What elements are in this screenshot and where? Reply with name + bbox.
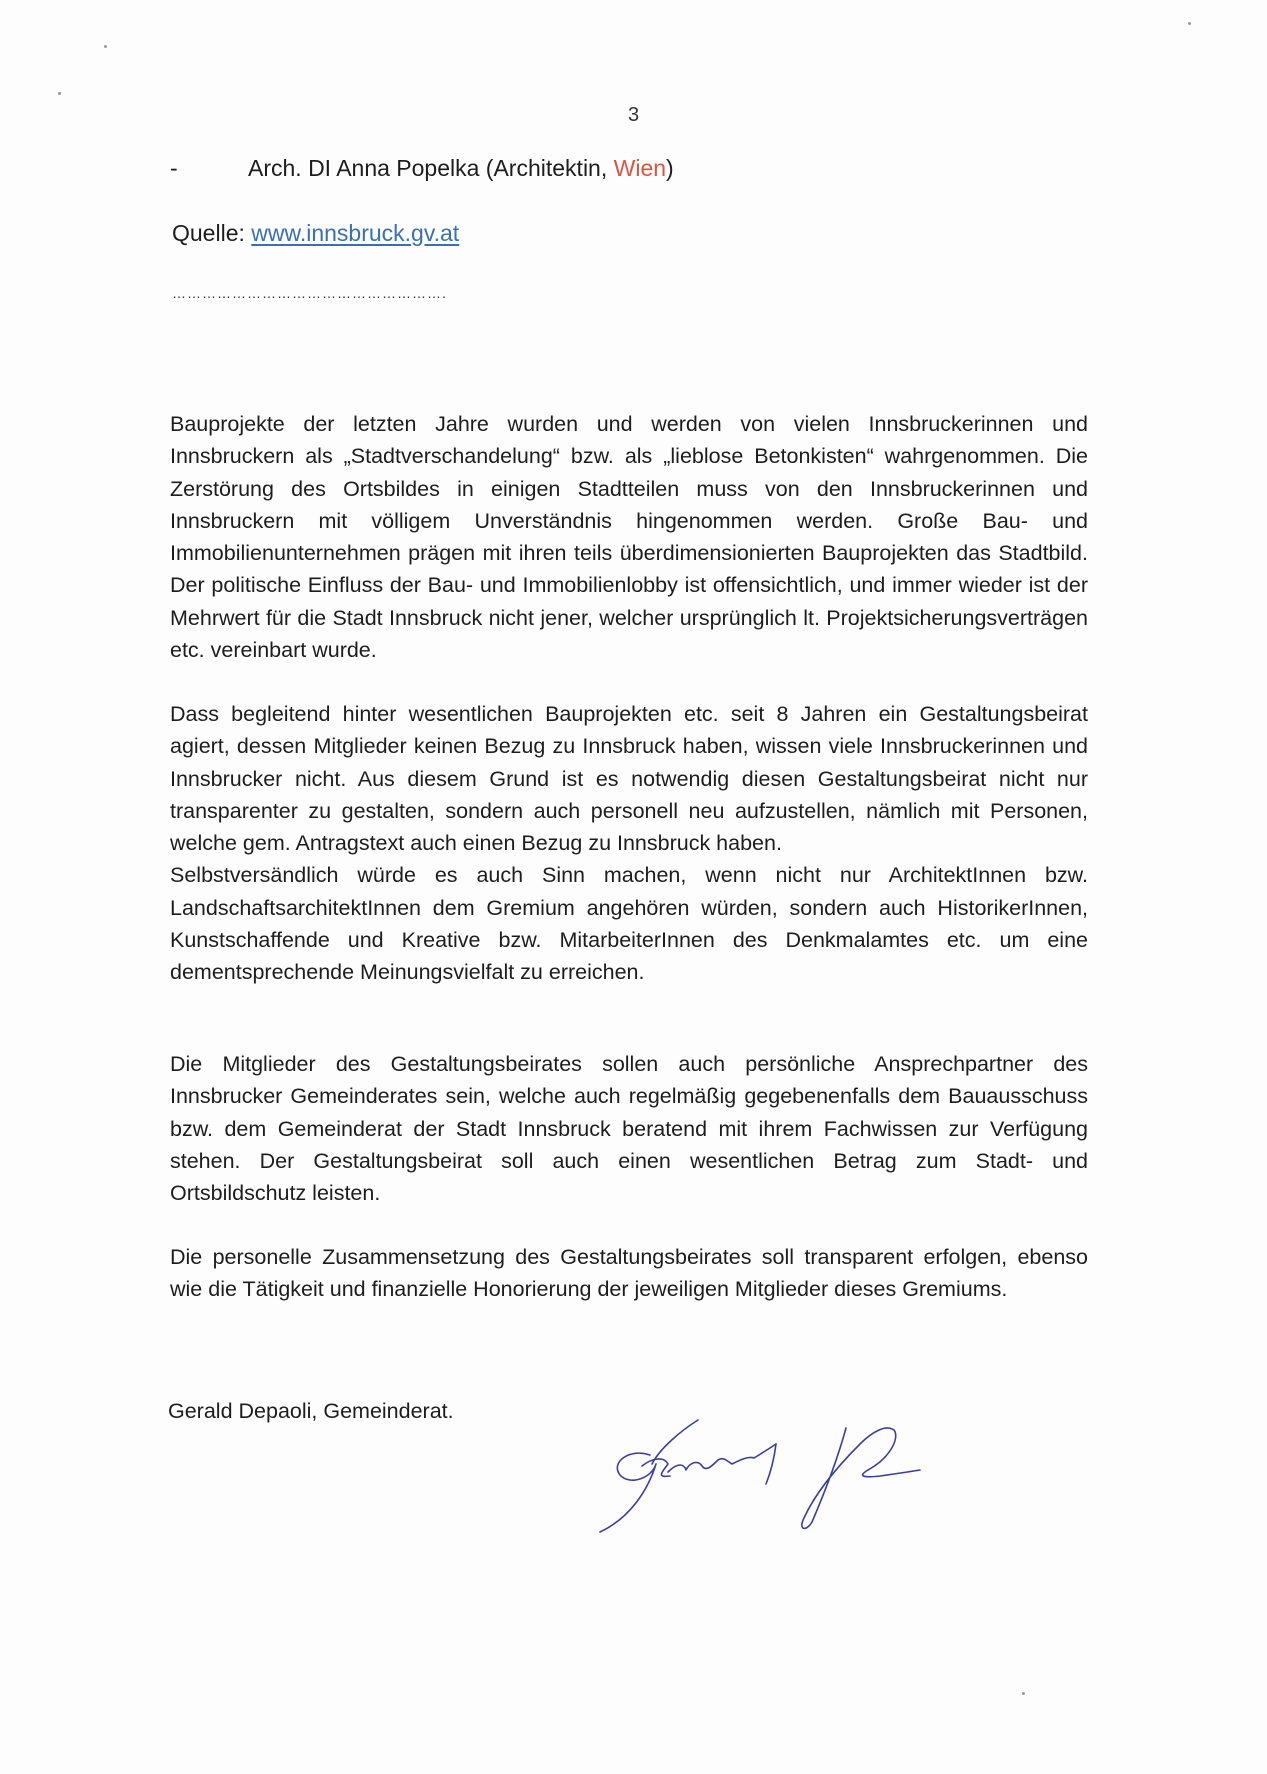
scan-speck xyxy=(1188,22,1191,25)
paragraph-advisory-board: Dass begleitend hinter wesentlichen Bauprojekten etc. seit 8 Jahren ein Gestaltungsbeirat agiert, dessen Mitglieder keinen Bezug zu Innsbruck haben, wissen viele Innsbruckerinnen und Innsbrucker nicht. Aus diesem Grund ist es notwendig diesen Gestaltungsbeirat nicht nur transparenter zu gestalten, sondern auch personell neu aufzustellen, nämlich mit Personen, welche gem. Antragstext auch einen Bezug zu Innsbruck haben. xyxy=(170,702,1088,856)
paragraph-diversity: Selbstversändlich würde es auch Sinn machen, wenn nicht nur ArchitektInnen bzw. LandschaftsarchitektInnen dem Gremium angehören würden, sondern auch HistorikerInnen, Kunstschaffende und Kreative bzw. MitarbeiterInnen des Denkmalamtes etc. um eine dementsprechende Meinungsvielfalt zu erreichen. xyxy=(170,863,1088,985)
source-link[interactable]: www.innsbruck.gv.at xyxy=(251,220,460,246)
source-label: Quelle: xyxy=(172,220,252,246)
paragraph-building-projects: Bauprojekte der letzten Jahre wurden und werden von vielen Innsbruckerinnen und Innsbruckern als „Stadtverschandelung“ bzw. als „lieblose Betonkisten“ wahrgenommen. Die Zerstörung des Ortsbildes in einigen Stadtteilen muss von den Innsbruckerinnen und Innsbruckern mit völligem Unverständnis hingenommen werden. Große Bau- und Immobilienunternehmen prägen mit ihren teils überdimensionierten Bauprojekten das Stadtbild. Der politische Einfluss der Bau- und Immobilienlobby ist offensichtlich, und immer wieder ist der Mehrwert für die Stadt Innsbruck nicht jener, welcher ursprünglich lt. Projektsicherungsverträgen etc. vereinbart wurde. xyxy=(170,412,1088,663)
list-item-architect xyxy=(170,155,674,182)
scan-speck xyxy=(58,92,61,95)
paragraph-members-role: Die Mitglieder des Gestaltungsbeirates sollen auch persönliche Ansprechpartner des Innsbrucker Gemeinderates sein, welche auch regelmäßig gegebenenfalls dem Bauausschuss bzw. dem Gemeinderat der Stadt Innsbruck beratend mit ihrem Fachwissen zur Verfügung stehen. Der Gestaltungsbeirat soll auch einen wesentlichen Betrag zum Stadt- und Ortsbildschutz leisten. xyxy=(170,1052,1088,1206)
source-line xyxy=(172,220,459,247)
signature-line: Gerald Depaoli, Gemeinderat. xyxy=(168,1399,454,1423)
city-highlight: Wien xyxy=(613,155,667,181)
architect-name xyxy=(248,155,674,182)
dotted-separator: ………………………………………………. xyxy=(172,285,447,301)
page-number: 3 xyxy=(628,104,640,126)
paragraph-advisory-board-block xyxy=(170,698,1088,989)
scan-speck xyxy=(1022,1692,1025,1695)
closing-paren: ) xyxy=(666,155,674,181)
handwritten-signature xyxy=(590,1400,990,1540)
list-dash: - xyxy=(170,155,178,181)
paragraph-transparency: Die personelle Zusammensetzung des Gestaltungsbeirates soll transparent erfolgen, ebenso wie die Tätigkeit und finanzielle Honorierung der jeweiligen Mitglieder dieses Gremiums. xyxy=(170,1245,1088,1302)
architect-text: Arch. DI Anna Popelka (Architektin, xyxy=(248,155,614,181)
scan-speck xyxy=(104,45,107,48)
